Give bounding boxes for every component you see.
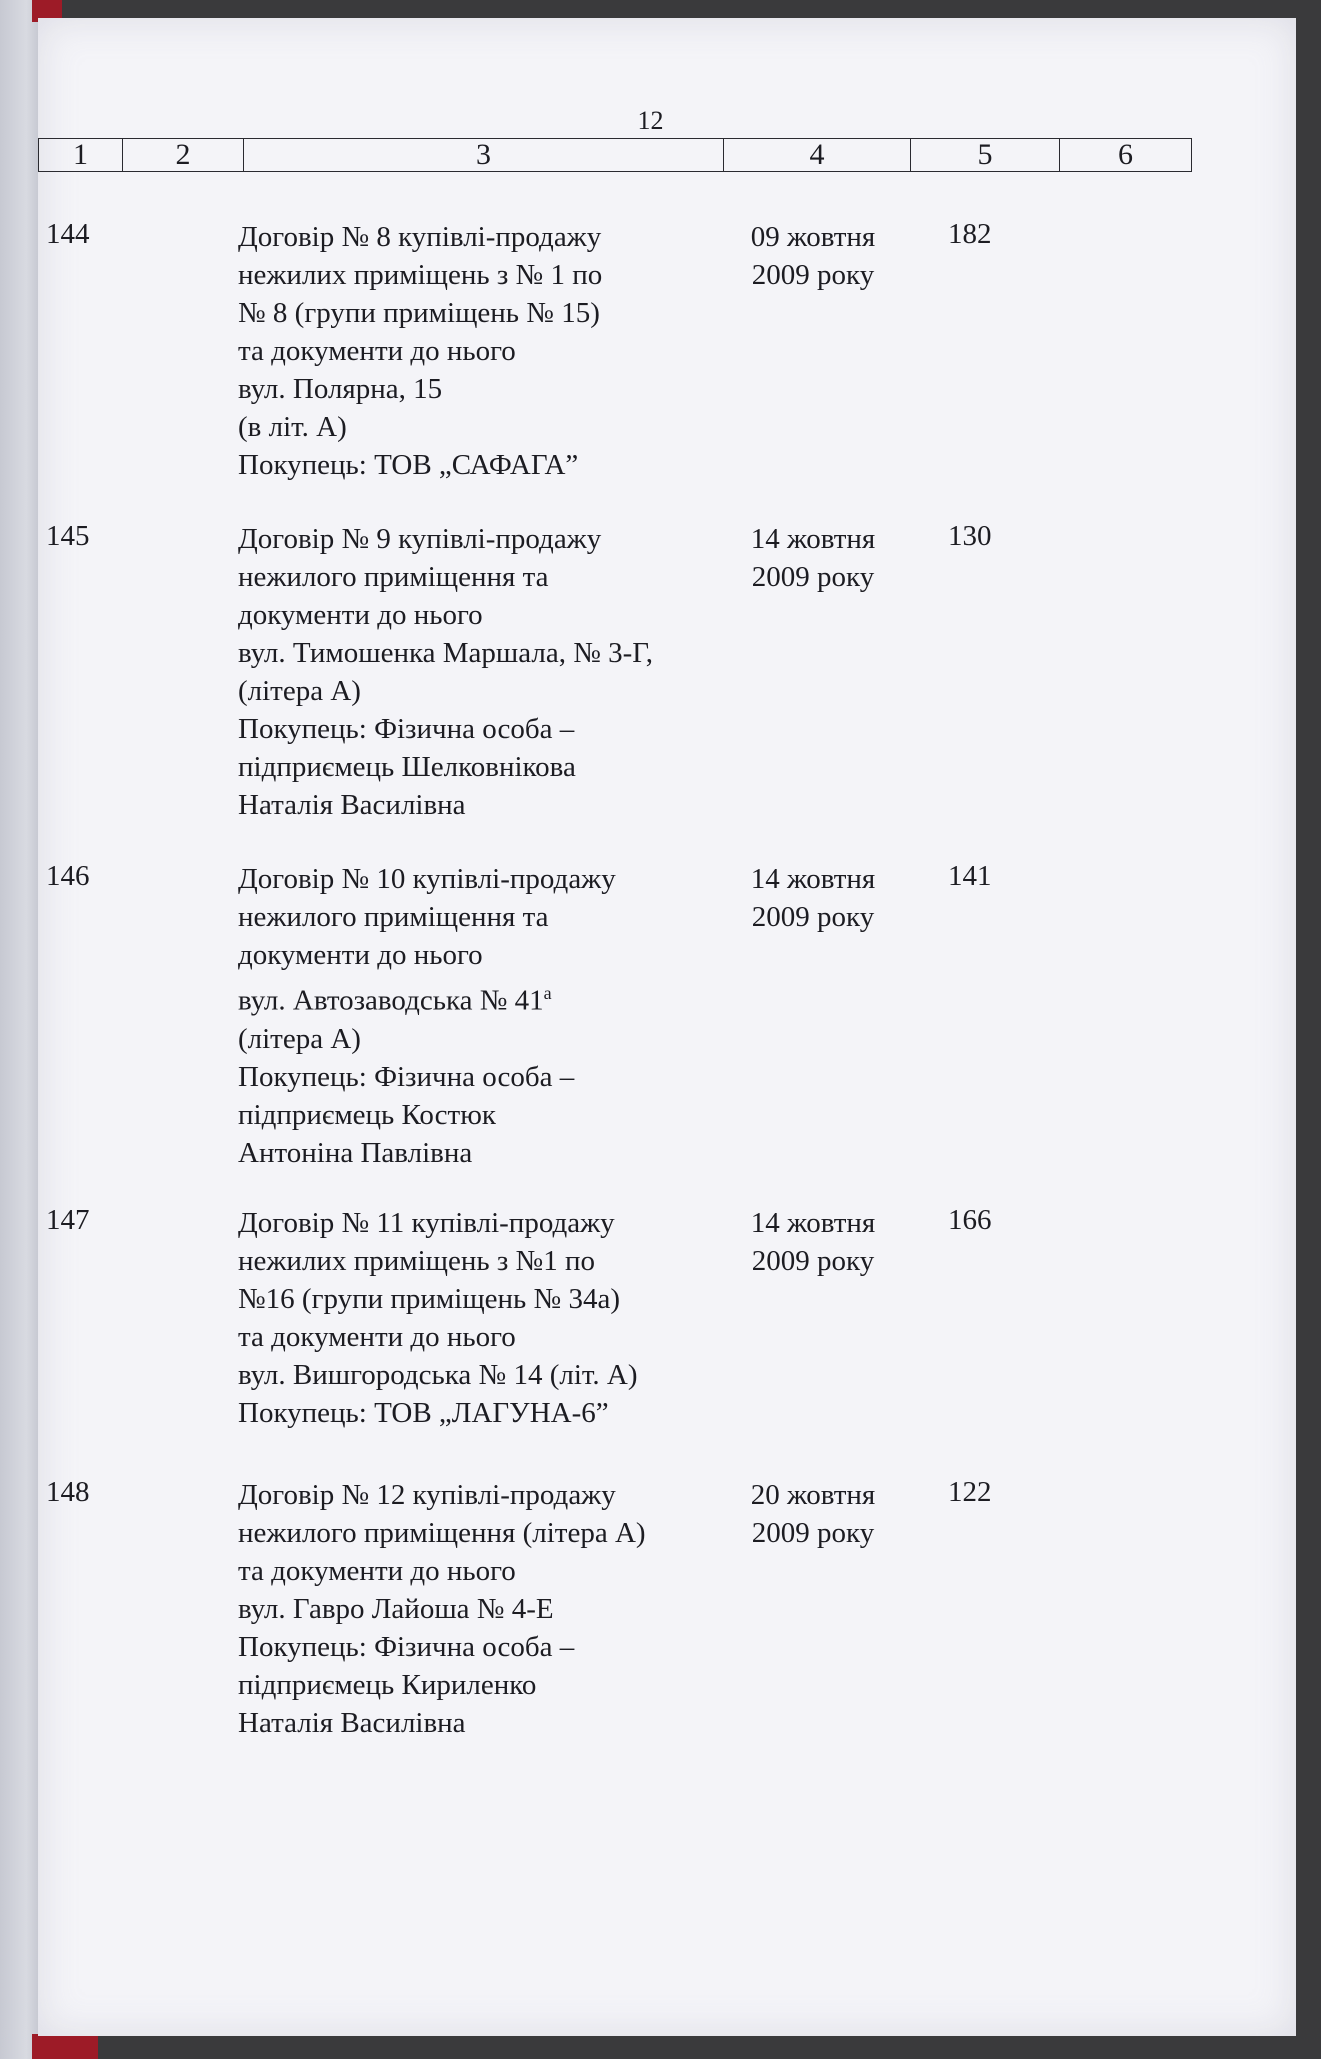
description-line: Покупець: Фізична особа – bbox=[238, 1060, 575, 1093]
description-line: Покупець: ТОВ „ЛАГУНА-6” bbox=[238, 1397, 609, 1429]
date-line: 2009 року bbox=[751, 1245, 875, 1277]
description-line: Договір № 12 купівлі-продажу bbox=[238, 1479, 616, 1511]
description-line: (в літ. А) bbox=[238, 411, 347, 443]
entry-description bbox=[238, 860, 758, 1172]
description-line: нежилого приміщення (літера А) bbox=[238, 1517, 646, 1549]
description-line: Договір № 9 купівлі-продажу bbox=[238, 523, 602, 555]
date-line: 09 жовтня bbox=[750, 221, 876, 253]
date-line: 2009 року bbox=[751, 1517, 875, 1549]
description-line: Покупець: Фізична особа – bbox=[238, 1631, 575, 1663]
description-line: нежилих приміщень з № 1 по bbox=[238, 259, 603, 291]
entry-page-count: 166 bbox=[948, 1204, 992, 1236]
description-line: підприємець Кириленко bbox=[238, 1669, 537, 1701]
entry-number: 147 bbox=[46, 1204, 90, 1236]
date-line: 14 жовтня bbox=[750, 1207, 876, 1239]
header-col-5: 5 bbox=[911, 139, 1060, 171]
description-line: Договір № 10 купівлі-продажу bbox=[238, 863, 616, 895]
date-line: 2009 року bbox=[751, 901, 875, 933]
entry-page-count: 141 bbox=[948, 860, 992, 892]
description-line: № 8 (групи приміщень № 15) bbox=[238, 297, 600, 329]
header-col-3: 3 bbox=[244, 139, 724, 171]
entry-date bbox=[728, 520, 898, 596]
description-line: Договір № 11 купівлі-продажу bbox=[238, 1207, 615, 1239]
description-line: документи до нього bbox=[238, 599, 483, 631]
date-line: 2009 року bbox=[751, 259, 875, 291]
description-line: Антоніна Павлівна bbox=[238, 1136, 473, 1169]
street-address: вул. Автозаводська № 41 bbox=[238, 984, 544, 1017]
entry-description bbox=[238, 218, 758, 484]
entry-date bbox=[728, 218, 898, 294]
header-col-1: 1 bbox=[39, 139, 123, 171]
entry-page-count: 122 bbox=[948, 1476, 992, 1508]
house-letter-superscript: а bbox=[543, 983, 552, 1003]
page-number: 12 bbox=[637, 106, 664, 135]
date-line: 14 жовтня bbox=[750, 863, 876, 895]
entry-number: 145 bbox=[46, 520, 90, 552]
binding-tape-bottom bbox=[32, 2034, 98, 2059]
entry-date bbox=[728, 1476, 898, 1552]
description-line: вул. Полярна, 15 bbox=[238, 373, 443, 405]
entry-number: 148 bbox=[46, 1476, 90, 1508]
description-line: Покупець: Фізична особа – bbox=[238, 713, 575, 745]
header-col-2: 2 bbox=[123, 139, 244, 171]
entry-page-count: 182 bbox=[948, 218, 992, 250]
entry-number: 146 bbox=[46, 860, 90, 892]
description-line: №16 (групи приміщень № 34а) bbox=[238, 1283, 620, 1315]
document-page bbox=[38, 18, 1296, 2036]
date-line: 20 жовтня bbox=[750, 1479, 876, 1511]
table-header-row bbox=[38, 138, 1192, 172]
entry-number: 144 bbox=[46, 218, 90, 250]
description-line: вул. Тимошенка Маршала, № 3-Г, bbox=[238, 637, 654, 669]
description-line: документи до нього bbox=[238, 939, 483, 971]
description-line: (літера А) bbox=[238, 1022, 361, 1055]
description-line: Договір № 8 купівлі-продажу bbox=[238, 221, 602, 253]
entry-date bbox=[728, 860, 898, 936]
description-line: нежилого приміщення та bbox=[238, 561, 549, 593]
header-col-6: 6 bbox=[1118, 138, 1133, 171]
description-line: Покупець: ТОВ „САФАГА” bbox=[238, 449, 579, 481]
entry-description bbox=[238, 520, 758, 824]
description-line: підприємець Костюк bbox=[238, 1098, 496, 1131]
entry-description bbox=[238, 1204, 758, 1432]
entry-page-count: 130 bbox=[948, 520, 992, 552]
header-col-4: 4 bbox=[724, 139, 911, 171]
description-line: вул. Вишгородська № 14 (літ. А) bbox=[238, 1359, 638, 1391]
description-line bbox=[238, 974, 758, 1020]
date-line: 14 жовтня bbox=[750, 523, 876, 555]
description-line: вул. Гавро Лайоша № 4-Е bbox=[238, 1593, 554, 1625]
date-line: 2009 року bbox=[751, 561, 875, 593]
description-line: (літера А) bbox=[238, 675, 361, 707]
description-line: нежилого приміщення та bbox=[238, 901, 549, 933]
description-line: нежилих приміщень з №1 по bbox=[238, 1245, 595, 1277]
description-line: Наталія Василівна bbox=[238, 1707, 466, 1739]
description-line: та документи до нього bbox=[238, 1555, 516, 1587]
description-line: та документи до нього bbox=[238, 335, 516, 367]
description-line: підприємець Шелковнікова bbox=[238, 751, 576, 783]
description-line: та документи до нього bbox=[238, 1321, 516, 1353]
entry-date bbox=[728, 1204, 898, 1280]
description-line: Наталія Василівна bbox=[238, 789, 466, 821]
entry-description bbox=[238, 1476, 758, 1742]
